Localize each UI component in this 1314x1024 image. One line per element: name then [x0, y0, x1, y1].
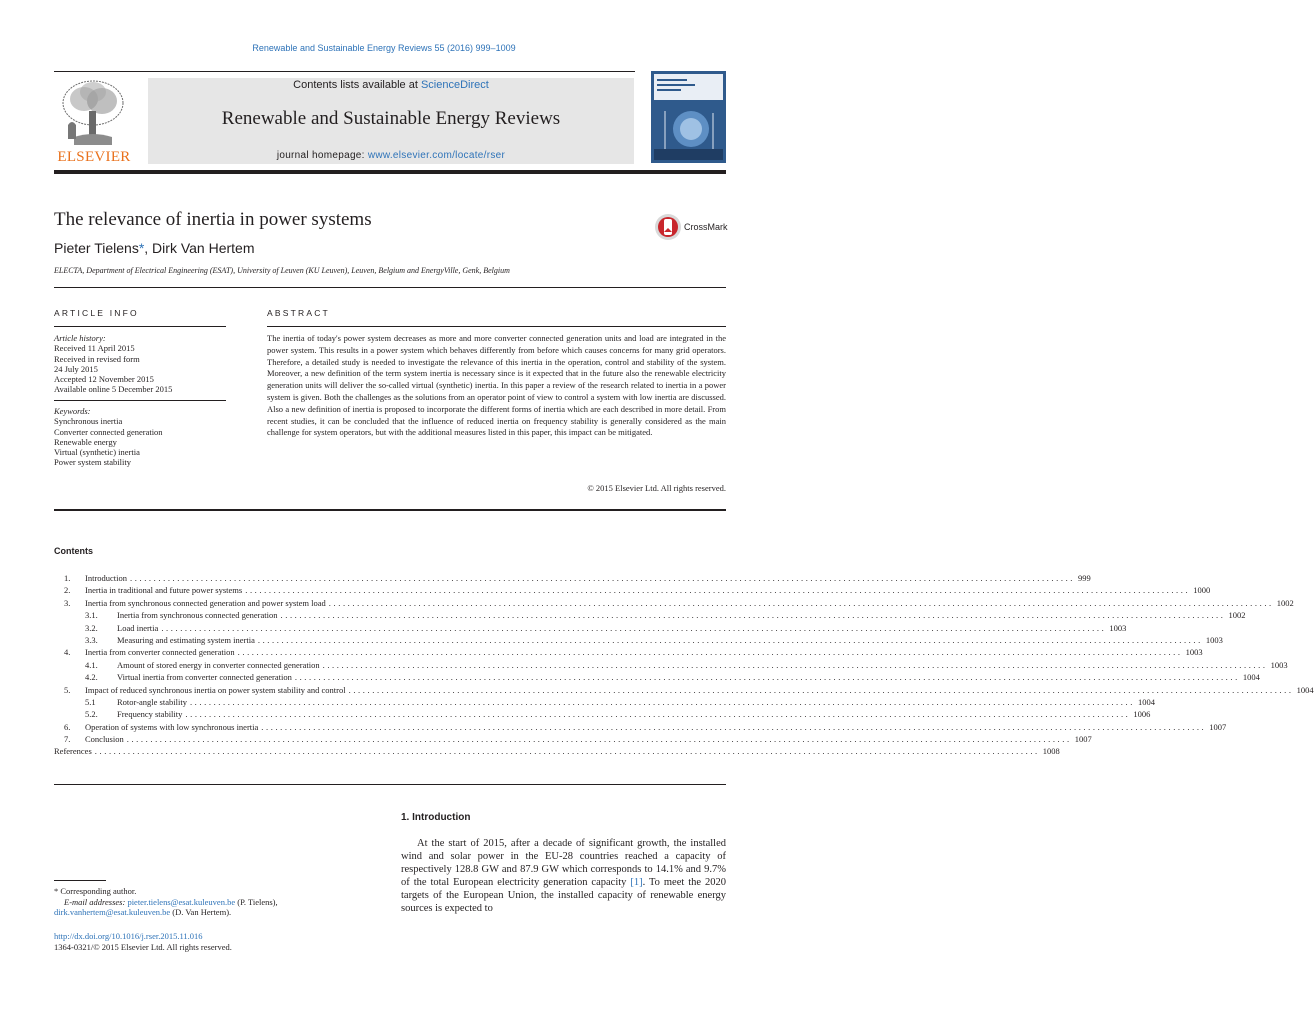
history-item: Received in revised form — [54, 353, 140, 364]
toc-row[interactable] — [54, 721, 1227, 734]
toc-leader-dots: ........................................................................................................................................................................................................ — [261, 721, 1207, 732]
toc-row[interactable] — [54, 734, 1092, 746]
toc-row[interactable] — [54, 622, 1127, 635]
introduction-heading: 1. Introduction — [401, 812, 471, 823]
footnote — [54, 886, 354, 918]
toc-row[interactable] — [54, 597, 1294, 610]
email-link[interactable]: pieter.tielens@esat.kuleuven.be — [127, 896, 236, 907]
toc-leader-dots: ........................................................................................................................................................................................................ — [280, 610, 1226, 621]
citation-link[interactable]: [1] — [630, 877, 643, 888]
abstract-rule — [267, 326, 726, 327]
email-line: dirk.vanhertem@esat.kuleuven.be (D. Van Hertem). — [54, 907, 232, 917]
corresponding-author-marker[interactable]: * — [138, 240, 145, 256]
toc-title[interactable]: Inertia in traditional and future power systems — [85, 585, 243, 596]
keyword-item: Renewable energy — [54, 436, 117, 447]
sciencedirect-link[interactable]: ScienceDirect — [420, 79, 489, 91]
toc-number: 4.2. — [85, 672, 98, 683]
keyword-item: Power system stability — [54, 457, 131, 468]
toc-row[interactable] — [54, 659, 1288, 672]
toc-number: 2. — [64, 585, 71, 596]
toc-title[interactable]: References — [54, 746, 92, 757]
toc-leader-dots: ........................................................................................................................................................................................................ — [294, 672, 1240, 683]
toc-leader-dots: ........................................................................................................................................................................................................ — [130, 573, 1076, 583]
toc-page-number[interactable]: 1002 — [1276, 597, 1294, 608]
keywords-rule — [54, 400, 226, 401]
introduction-paragraph: At the start of 2015, after a decade of significant growth, the installed wind and solar power in the EU-28 countries reached a capacity of respectively 128.8 GW and 87.9 GW which corresponds to 14.1% and 9.7% of the total European electricity generation capacity [1]. To meet the 2020 targets of the European Union, the installed capacity of renewable energy sources is expected to — [401, 838, 726, 914]
article-info-heading: ARTICLE INFO — [54, 308, 139, 318]
toc-number: 5.2. — [85, 709, 98, 720]
author-list — [54, 240, 255, 256]
article-info-rule — [54, 326, 226, 327]
author-name: , Dirk Van Hertem — [144, 240, 255, 256]
toc-page-number[interactable]: 1007 — [1209, 721, 1227, 732]
toc-title[interactable]: Operation of systems with low synchronous inertia — [85, 721, 259, 732]
issn-copyright: 1364-0321/© 2015 Elsevier Ltd. All rights reserved. — [54, 941, 232, 952]
doi-block — [54, 931, 232, 952]
toc-row[interactable] — [54, 634, 1223, 647]
author-affiliation: ELECTA, Department of Electrical Engineering (ESAT), University of Leuven (KU Leuven), Leuven, Belgium and EnergyVille, Genk, Belgium — [54, 266, 510, 275]
toc-title[interactable]: Frequency stability — [117, 709, 183, 720]
footnote-rule — [54, 880, 106, 881]
history-item: Accepted 12 November 2015 — [54, 374, 154, 385]
toc-page-number[interactable]: 1004 — [1137, 696, 1155, 707]
toc-page-number[interactable]: 1006 — [1133, 709, 1151, 720]
toc-title[interactable]: Inertia from converter connected generation — [85, 647, 235, 658]
toc-number: 4. — [64, 647, 71, 658]
toc-title[interactable]: Load inertia — [117, 622, 159, 633]
toc-row[interactable] — [54, 709, 1151, 721]
toc-leader-dots: ........................................................................................................................................................................................................ — [126, 734, 1072, 745]
doi-link[interactable]: http://dx.doi.org/10.1016/j.rser.2015.11.016 — [54, 931, 203, 941]
toc-number: 4.1. — [85, 659, 98, 670]
toc-page-number[interactable]: 1003 — [1270, 659, 1288, 670]
toc-leader-dots: ........................................................................................................................................................................................................ — [348, 684, 1294, 695]
elsevier-wordmark: ELSEVIER — [57, 149, 131, 165]
table-of-contents — [54, 573, 1314, 759]
article-history-label: Article history: — [54, 333, 106, 343]
toc-row[interactable] — [54, 585, 1211, 597]
toc-number: 3.1. — [85, 610, 98, 621]
toc-page-number[interactable]: 1007 — [1074, 734, 1092, 745]
toc-row[interactable] — [54, 684, 1314, 697]
toc-page-number[interactable]: 1004 — [1242, 672, 1260, 683]
toc-page-number[interactable]: 999 — [1078, 573, 1091, 583]
toc-leader-dots: ........................................................................................................................................................................................................ — [245, 585, 1191, 596]
keyword-item: Virtual (synthetic) inertia — [54, 447, 140, 458]
toc-title[interactable]: Inertia from synchronous connected generation — [117, 610, 278, 621]
keywords-block — [54, 406, 163, 468]
toc-number: 7. — [64, 734, 71, 745]
header-rule — [54, 71, 635, 72]
article-title: The relevance of inertia in power systems — [54, 209, 372, 230]
toc-row[interactable] — [54, 746, 1060, 758]
section-rule — [54, 287, 726, 288]
history-item: Received 11 April 2015 — [54, 343, 135, 354]
toc-number: 5. — [64, 684, 71, 695]
toc-number: 1. — [64, 573, 71, 583]
toc-leader-dots: ........................................................................................................................................................................................................ — [322, 659, 1268, 670]
toc-title[interactable]: Amount of stored energy in converter connected generation — [117, 659, 320, 670]
abstract-bottom-rule — [54, 509, 726, 511]
toc-page-number[interactable]: 1003 — [1109, 622, 1127, 633]
toc-number: 6. — [64, 721, 71, 732]
toc-leader-dots: ........................................................................................................................................................................................................ — [237, 647, 1183, 658]
abstract-copyright: © 2015 Elsevier Ltd. All rights reserved. — [587, 483, 726, 493]
toc-row[interactable] — [54, 610, 1246, 622]
journal-cover-thumbnail-icon[interactable] — [651, 71, 726, 163]
toc-title[interactable]: Inertia from synchronous connected generation and power system load — [85, 597, 326, 608]
toc-page-number[interactable]: 1000 — [1193, 585, 1211, 596]
article-history — [54, 333, 172, 395]
toc-number: 5.1 — [85, 696, 96, 707]
toc-title[interactable]: Virtual inertia from converter connected generation — [117, 672, 292, 683]
toc-title[interactable]: Introduction — [85, 573, 128, 583]
toc-title[interactable]: Rotor-angle stability — [117, 696, 187, 707]
toc-page-number[interactable]: 1004 — [1296, 684, 1314, 695]
email-line: E-mail addresses: pieter.tielens@esat.kuleuven.be (P. Tielens), — [64, 896, 278, 907]
toc-page-number[interactable]: 1003 — [1185, 647, 1203, 658]
toc-row[interactable] — [54, 573, 1091, 585]
journal-homepage-line: journal homepage: www.elsevier.com/locate/rser — [276, 150, 506, 161]
abstract-heading: ABSTRACT — [267, 308, 330, 318]
toc-number: 3. — [64, 597, 71, 608]
toc-number: 3.3. — [85, 634, 98, 645]
history-item: Available online 5 December 2015 — [54, 384, 173, 395]
contents-available-line: Contents lists available at ScienceDirect — [293, 79, 489, 91]
toc-row[interactable] — [54, 672, 1260, 684]
toc-leader-dots: ........................................................................................................................................................................................................ — [161, 622, 1107, 633]
toc-title[interactable]: Measuring and estimating system inertia — [117, 634, 255, 645]
toc-title[interactable]: Impact of reduced synchronous inertia on power system stability and control — [85, 684, 346, 695]
history-item: 24 July 2015 — [54, 363, 98, 374]
email-link[interactable]: dirk.vanhertem@esat.kuleuven.be — [54, 907, 171, 917]
toc-page-number[interactable]: 1008 — [1042, 746, 1060, 757]
toc-number: 3.2. — [85, 622, 98, 633]
keywords-label: Keywords: — [54, 406, 91, 416]
contents-bottom-rule — [54, 784, 726, 785]
toc-leader-dots: ........................................................................................................................................................................................................ — [185, 709, 1131, 720]
toc-row[interactable] — [54, 647, 1203, 659]
toc-title[interactable]: Conclusion — [85, 734, 124, 745]
toc-leader-dots: ........................................................................................................................................................................................................ — [94, 746, 1040, 757]
corresponding-author-note: * Corresponding author. — [54, 886, 137, 896]
abstract-text: The inertia of today's power system decreases as more and more converter connected generation units and load are integrated in the power system. This results in a power system which behaves differently from before which causes concerns for many grid operators. Therefore, a detailed study is needed to investigate the relevance of this inertia in the operation, control and stability of the system. Moreover, a new definition of the term system inertia is necessary since is it expected that in the future also the renewable electricity generation units will deliver the so-called virtual (synthetic) inertia. In this paper a review of the research related to inertia in a power system is given. Both the challenges as the solutions from an operator point of view to control a system with low inertia are discussed. Also a new definition of inertia is proposed to incorporate the different forms of inertia which are each described in more detail. From recent studies, it can be concluded that the influence of reduced inertia on frequency stability is generally considered as the main challenge for system operators, but with the additional measures listed in this paper, this impact can be mitigated. — [267, 333, 726, 438]
toc-page-number[interactable]: 1003 — [1205, 634, 1223, 645]
keyword-item: Converter connected generation — [54, 426, 163, 437]
contents-heading: Contents — [54, 546, 93, 556]
header-thick-rule — [54, 170, 726, 174]
author-name: Pieter Tielens — [54, 240, 139, 256]
toc-row[interactable] — [54, 696, 1155, 709]
journal-reference[interactable]: Renewable and Sustainable Energy Reviews 55 (2016) 999–1009 — [252, 43, 516, 53]
crossmark-label[interactable]: CrossMark — [684, 222, 728, 232]
journal-title: Renewable and Sustainable Energy Reviews — [221, 108, 561, 129]
toc-leader-dots: ........................................................................................................................................................................................................ — [328, 597, 1274, 608]
toc-page-number[interactable]: 1002 — [1228, 610, 1246, 621]
toc-leader-dots: ........................................................................................................................................................................................................ — [189, 696, 1135, 707]
journal-homepage-link[interactable]: www.elsevier.com/locate/rser — [367, 150, 506, 161]
toc-leader-dots: ........................................................................................................................................................................................................ — [257, 634, 1203, 645]
keyword-item: Synchronous inertia — [54, 416, 123, 427]
